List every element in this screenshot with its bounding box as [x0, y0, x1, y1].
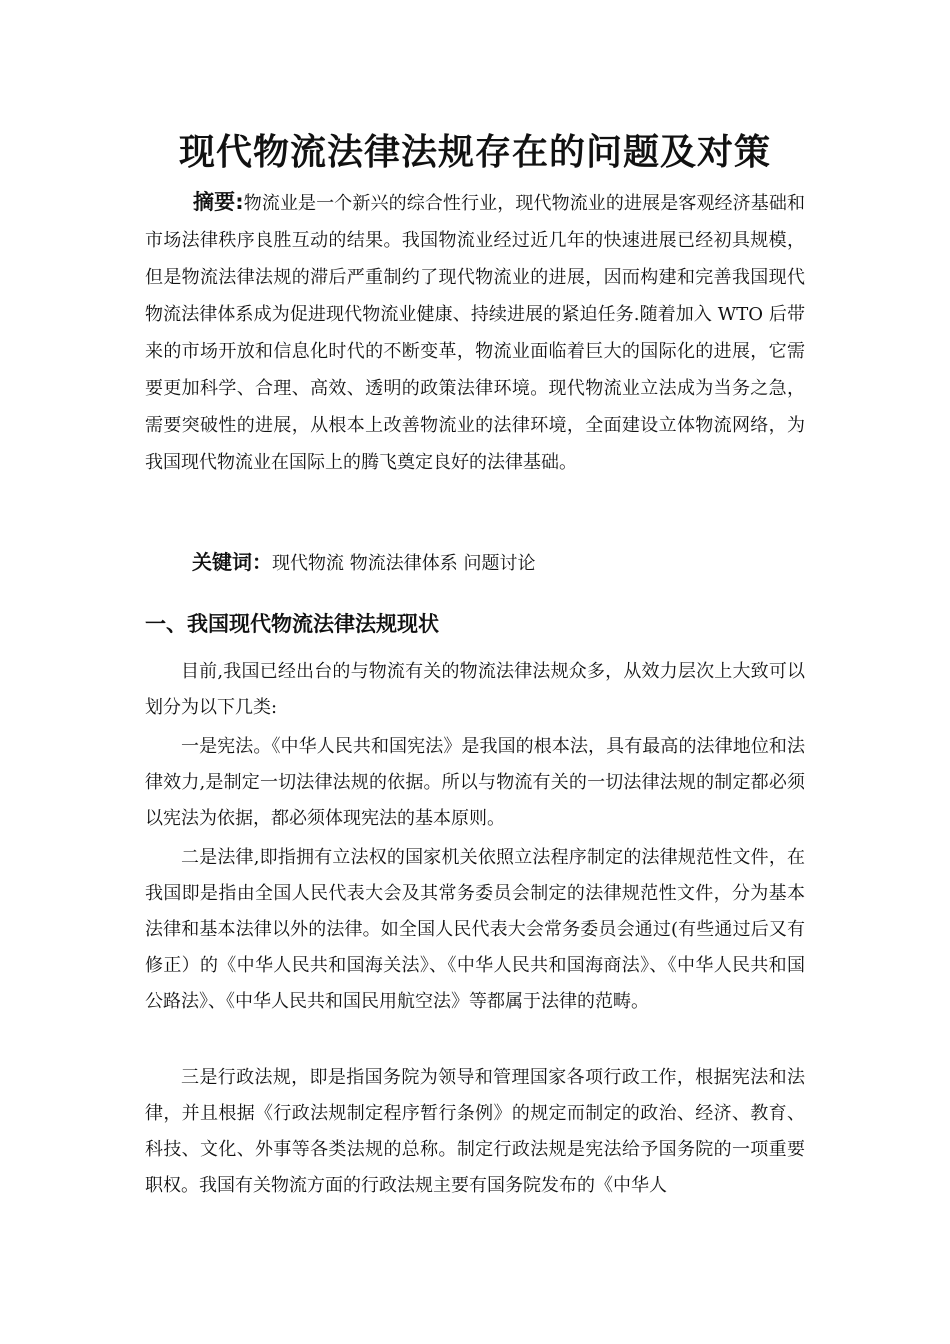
abstract-paragraph — [145, 184, 805, 481]
keywords-text: 现代物流 物流法律体系 问题讨论 — [272, 553, 536, 574]
abstract-text: 物流业是一个新兴的综合性行业，现代物流业的进展是客观经济基础和市场法律秩序良胜互动的结果。我国物流业经过近几年的快速进展已经初具规模，但是物流法律法规的滞后严重制约了现代物流业的进展，因而构建和完善我国现代物流法律体系成为促进现代物流业健康、持续进展的紧迫任务.随着加入 WTO 后带来的市场开放和信息化时代的不断变革，物流业面临着巨大的国际化的进展，它需要更加科学、合理、高效、透明的政策法律环境。现代物流业立法成为当务之急，需要突破性的进展，从根本上改善物流业的法律环境，全面建设立体物流网络，为我国现代物流业在国际上的腾飞奠定良好的法律基础。 — [145, 193, 805, 473]
body-paragraph: 目前,我国已经出台的与物流有关的物流法律法规众多，从效力层次上大致可以划分为以下几类: — [145, 661, 805, 718]
abstract-label: 摘要: — [193, 190, 244, 214]
body-paragraph: 三是行政法规，即是指国务院为领导和管理国家各项行政工作，根据宪法和法律，并且根据《行政法规制定程序暂行条例》的规定而制定的政治、经济、教育、科技、文化、外事等各类法规的总称。制定行政法规是宪法给予国务院的一项重要职权。我国有关物流方面的行政法规主要有国务院发布的《中华人 — [145, 1067, 805, 1196]
document-title: 现代物流法律法规存在的问题及对策 — [178, 132, 771, 173]
body-paragraph: 一是宪法。《中华人民共和国宪法》是我国的根本法，具有最高的法律地位和法律效力,是制定一切法律法规的依据。所以与物流有关的一切法律法规的制定都必须以宪法为依据，都必须体现宪法的基本原则。 — [145, 736, 805, 829]
body-paragraph: 二是法律,即指拥有立法权的国家机关依照立法程序制定的法律规范性文件，在我国即是指由全国人民代表大会及其常务委员会制定的法律规范性文件，分为基本法律和基本法律以外的法律。如全国人民代表大会常务委员会通过(有些通过后又有修正）的《中华人民共和国海关法》、《中华人民共和国海商法》、《中华人民共和国公路法》、《中华人民共和国民用航空法》等都属于法律的范畴。 — [145, 847, 805, 1012]
section-heading: 一、我国现代物流法律法规现状 — [145, 612, 439, 636]
keywords-label: 关键词： — [192, 550, 272, 574]
keywords-line — [192, 544, 535, 582]
